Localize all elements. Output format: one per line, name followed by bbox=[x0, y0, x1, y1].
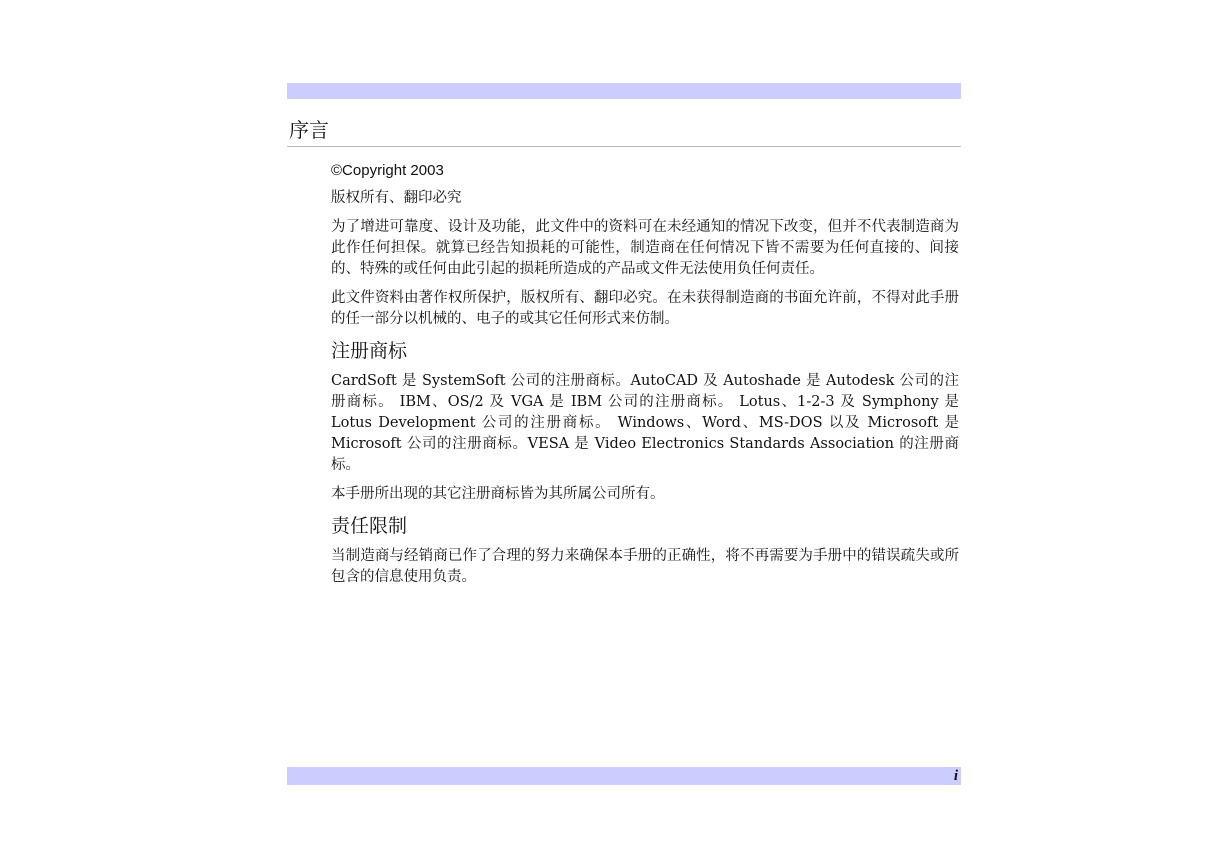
header-band bbox=[287, 83, 961, 99]
copyright-line: ©Copyright 2003 bbox=[331, 162, 444, 179]
protection-paragraph: 此文件资料由著作权所保护，版权所有、翻印必究。在未获得制造商的书面允许前，不得对此手册的任一部分以机械的、电子的或其它任何形式来仿制。 bbox=[331, 290, 959, 327]
trademarks-paragraph: CardSoft 是 SystemSoft 公司的注册商标。AutoCAD 及 Autoshade 是 Autodesk 公司的注册商标。 IBM、OS/2 及 VGA 是 IBM 公司的注册商标。 Lotus、1-2-3 及 Symphony 是 Lotus Development 公司的注册商标。 Windows、Word、MS-DOS 以及 Microsoft 是 Microsoft 公司的注册商标。VESA 是 Video Electronics Standards Association 的注册商标。 bbox=[331, 373, 959, 473]
disclaimer-paragraph: 为了增进可靠度、设计及功能，此文件中的资料可在未经通知的情况下改变，但并不代表制造商为此作任何担保。就算已经告知损耗的可能性，制造商在任何情况下皆不需要为任何直接的、间接的、特殊的或任何由此引起的损耗所造成的产品或文件无法使用负任何责任。 bbox=[331, 219, 959, 277]
other-trademarks-paragraph: 本手册所出现的其它注册商标皆为其所属公司所有。 bbox=[331, 486, 665, 502]
title-divider bbox=[287, 146, 961, 147]
rights-line: 版权所有、翻印必究 bbox=[331, 190, 462, 206]
liability-heading: 责任限制 bbox=[331, 515, 408, 537]
document-body bbox=[331, 160, 959, 596]
page-number: i bbox=[953, 768, 958, 784]
page-title: 序言 bbox=[289, 118, 329, 142]
liability-paragraph: 当制造商与经销商已作了合理的努力来确保本手册的正确性，将不再需要为手册中的错误疏失或所包含的信息使用负责。 bbox=[331, 548, 959, 585]
trademarks-heading: 注册商标 bbox=[331, 340, 408, 362]
footer-band bbox=[287, 767, 961, 785]
